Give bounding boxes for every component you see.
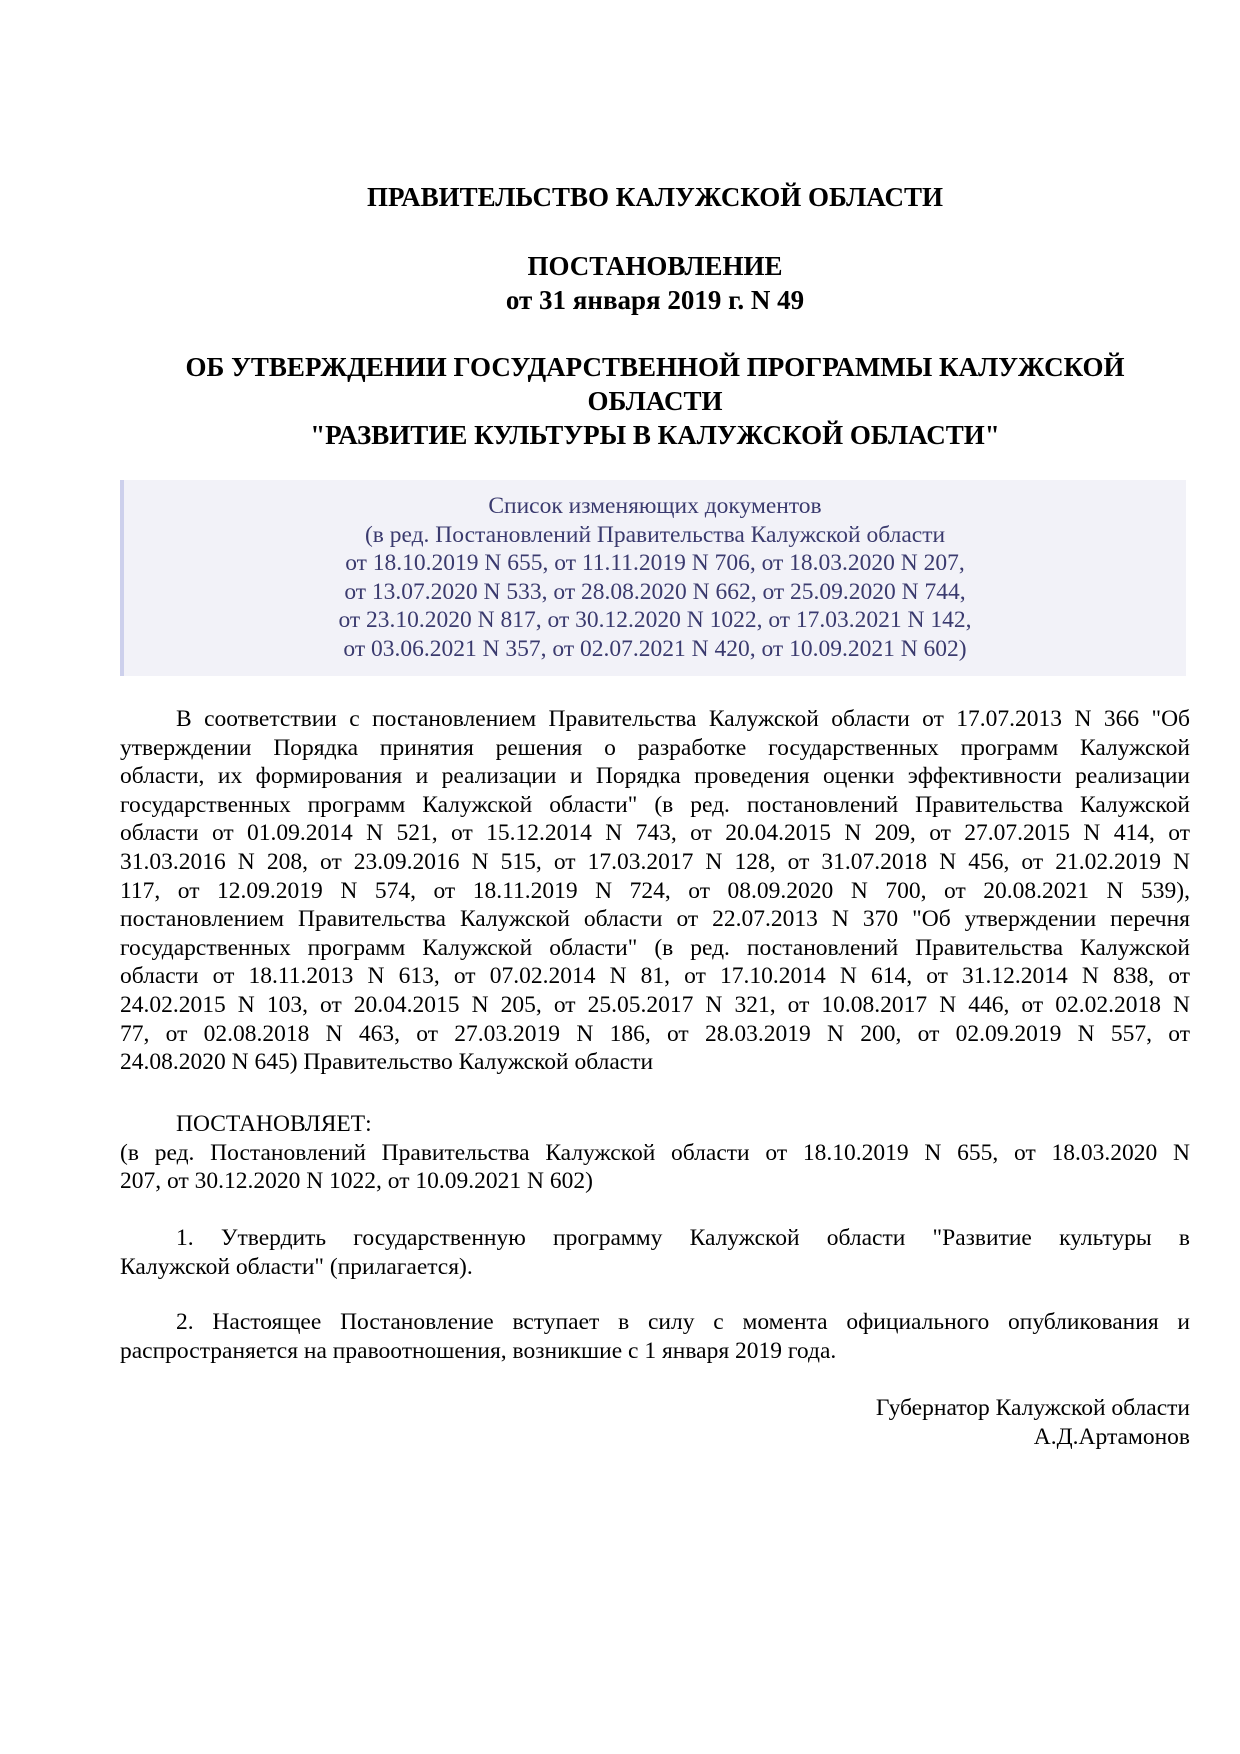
text-line: области от 01.09.2014 N 521, от 15.12.2014 N 743, от 20.04.2015 N 209, от 27.07.2015 N 414, от xyxy=(120,820,1190,847)
amendments-line: от 13.07.2020 N 533, от 28.08.2020 N 662, от 25.09.2020 N 744, xyxy=(344,578,966,605)
text-line: Калужской области" (прилагается). xyxy=(120,1253,473,1280)
amendments-heading: Список изменяющих документов xyxy=(488,493,822,519)
amendments-line: от 18.10.2019 N 655, от 11.11.2019 N 706, от 18.03.2020 N 207, xyxy=(345,550,965,577)
text-line: 24.08.2020 N 645) Правительство Калужской области xyxy=(120,1049,654,1076)
document-type: ПОСТАНОВЛЕНИЕ xyxy=(527,251,783,281)
text-line: распространяется на правоотношения, возникшие с 1 января 2019 года. xyxy=(120,1337,837,1364)
preamble-paragraph xyxy=(120,705,1190,1077)
text-line: области, их формирования и реализации и Порядка проведения оценки эффективности реализации xyxy=(120,763,1190,790)
organization-name: ПРАВИТЕЛЬСТВО КАЛУЖСКОЙ ОБЛАСТИ xyxy=(367,182,943,212)
text-line: государственных программ Калужской области" (в ред. постановлений Правительства Калужской xyxy=(120,791,1190,818)
amendments-line: (в ред. Постановлений Правительства Калужской области xyxy=(364,521,946,548)
signatory-name: А.Д.Артамонов xyxy=(1033,1423,1190,1450)
signature-block xyxy=(876,1394,1190,1451)
resolves-amend-line: (в ред. Постановлений Правительства Калужской области от 18.10.2019 N 655, от 18.03.2020 N xyxy=(120,1139,1190,1166)
signatory-position: Губернатор Калужской области xyxy=(875,1395,1190,1421)
title-line: "РАЗВИТИЕ КУЛЬТУРЫ В КАЛУЖСКОЙ ОБЛАСТИ" xyxy=(310,420,1000,450)
text-line: В соответствии с постановлением Правительства Калужской области от 17.07.2013 N 366 "Об xyxy=(176,706,1190,732)
text-line: государственных программ Калужской области" (в ред. постановлений Правительства Калужской xyxy=(120,934,1190,961)
text-line: постановлением Правительства Калужской области от 22.07.2013 N 370 "Об утверждении перечня xyxy=(120,906,1190,933)
resolution-item-2 xyxy=(120,1308,1190,1365)
text-line: 24.02.2015 N 103, от 20.04.2015 N 205, от 25.05.2017 N 321, от 10.08.2017 N 446, от 02.02.2018 N xyxy=(120,991,1190,1018)
title-line: ОБ УТВЕРЖДЕНИИ ГОСУДАРСТВЕННОЙ ПРОГРАММЫ КАЛУЖСКОЙ xyxy=(185,352,1125,382)
resolves-label: ПОСТАНОВЛЯЕТ: xyxy=(176,1111,372,1137)
text-line: 31.03.2016 N 208, от 23.09.2016 N 515, от 17.03.2017 N 128, от 31.07.2018 N 456, от 21.02.2019 N xyxy=(120,848,1190,875)
document-type-heading xyxy=(120,249,1190,317)
amendments-box xyxy=(120,480,1186,676)
document-title xyxy=(120,350,1190,452)
amendments-line: от 23.10.2020 N 817, от 30.12.2020 N 1022, от 17.03.2021 N 142, xyxy=(338,607,972,634)
resolves-block xyxy=(120,1110,1190,1196)
text-line: 2. Настоящее Постановление вступает в силу с момента официального опубликования и xyxy=(176,1309,1190,1335)
text-line: утверждении Порядка принятия решения о разработке государственных программ Калужской xyxy=(120,734,1190,761)
document-date-number: от 31 января 2019 г. N 49 xyxy=(505,285,805,315)
text-line: области от 18.11.2013 N 613, от 07.02.2014 N 81, от 17.10.2014 N 614, от 31.12.2014 N 838, от xyxy=(120,963,1190,990)
resolution-item-1 xyxy=(120,1224,1190,1281)
text-line: 117, от 12.09.2019 N 574, от 18.11.2019 N 724, от 08.09.2020 N 700, от 20.08.2021 N 539), xyxy=(120,877,1190,904)
text-line: 77, от 02.08.2018 N 463, от 27.03.2019 N 186, от 28.03.2019 N 200, от 02.09.2019 N 557, от xyxy=(120,1020,1190,1047)
amendments-line: от 03.06.2021 N 357, от 02.07.2021 N 420, от 10.09.2021 N 602) xyxy=(343,635,967,662)
resolves-amend-line: 207, от 30.12.2020 N 1022, от 10.09.2021 N 602) xyxy=(120,1168,593,1195)
organization-heading xyxy=(120,180,1190,214)
text-line: 1. Утвердить государственную программу Калужской области "Развитие культуры в xyxy=(176,1225,1190,1251)
title-line: ОБЛАСТИ xyxy=(587,386,723,416)
